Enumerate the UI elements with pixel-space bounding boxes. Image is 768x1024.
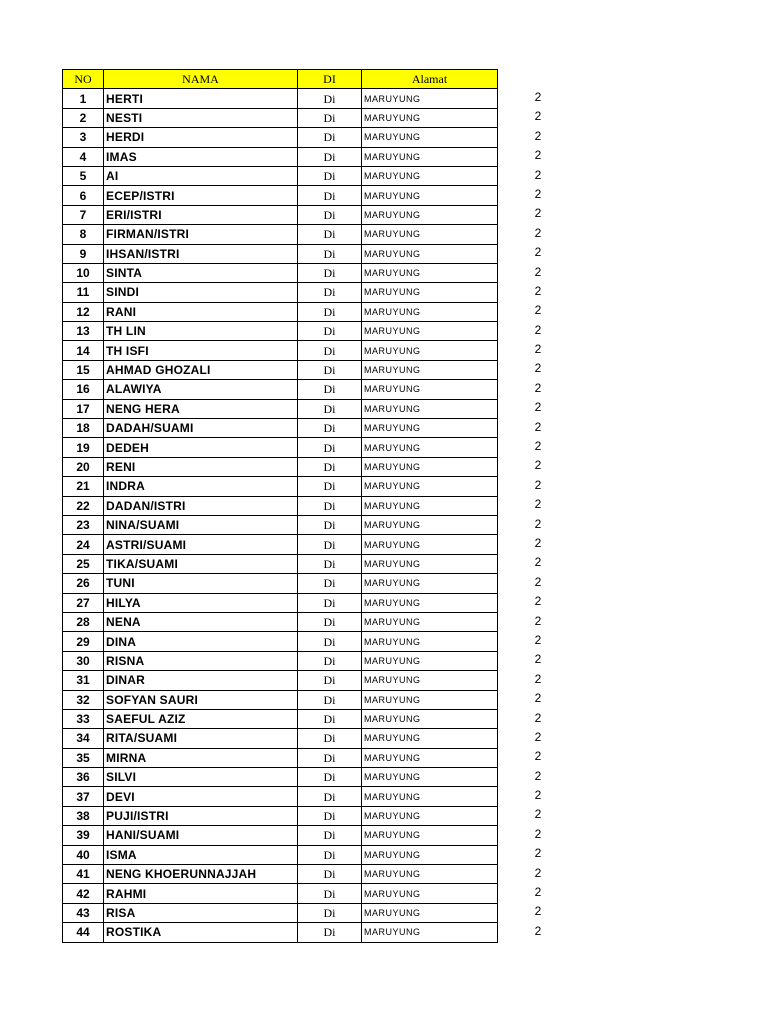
name-cell: TUNI xyxy=(104,574,298,593)
table-row xyxy=(63,108,498,127)
address-cell: MARUYUNG xyxy=(362,128,498,147)
address-cell: MARUYUNG xyxy=(362,166,498,185)
side-value: 2 xyxy=(534,652,542,667)
name-cell: ASTRI/SUAMI xyxy=(104,535,298,554)
header-alamat: Alamat xyxy=(362,70,498,89)
name-cell: NENA xyxy=(104,612,298,631)
di-cell: Di xyxy=(298,205,362,224)
name-cell: RENI xyxy=(104,457,298,476)
row-number-cell: 2 xyxy=(63,108,104,127)
name-cell: HILYA xyxy=(104,593,298,612)
table-row xyxy=(63,263,498,282)
row-number-cell: 44 xyxy=(63,923,104,942)
address-cell: MARUYUNG xyxy=(362,884,498,903)
row-number-cell: 43 xyxy=(63,903,104,922)
address-cell: MARUYUNG xyxy=(362,535,498,554)
table-row xyxy=(63,341,498,360)
row-number-cell: 19 xyxy=(63,438,104,457)
table-row xyxy=(63,496,498,515)
address-cell: MARUYUNG xyxy=(362,477,498,496)
name-cell: SINDI xyxy=(104,283,298,302)
table-row xyxy=(63,147,498,166)
name-cell: TH ISFI xyxy=(104,341,298,360)
side-value: 2 xyxy=(534,186,542,201)
di-cell: Di xyxy=(298,632,362,651)
di-cell: Di xyxy=(298,360,362,379)
side-value: 2 xyxy=(534,264,542,279)
name-cell: ROSTIKA xyxy=(104,923,298,942)
side-value: 2 xyxy=(534,807,542,822)
name-cell: AI xyxy=(104,166,298,185)
row-number-cell: 7 xyxy=(63,205,104,224)
table-row xyxy=(63,768,498,787)
table-row xyxy=(63,128,498,147)
row-number-cell: 4 xyxy=(63,147,104,166)
address-cell: MARUYUNG xyxy=(362,574,498,593)
table-row xyxy=(63,457,498,476)
name-cell: RANI xyxy=(104,302,298,321)
di-cell: Di xyxy=(298,283,362,302)
di-cell: Di xyxy=(298,612,362,631)
table-row xyxy=(63,205,498,224)
row-number-cell: 35 xyxy=(63,748,104,767)
table-row xyxy=(63,884,498,903)
table-row xyxy=(63,360,498,379)
di-cell: Di xyxy=(298,574,362,593)
row-number-cell: 10 xyxy=(63,263,104,282)
address-cell: MARUYUNG xyxy=(362,496,498,515)
row-number-cell: 21 xyxy=(63,477,104,496)
di-cell: Di xyxy=(298,263,362,282)
side-value: 2 xyxy=(534,361,542,376)
name-cell: RAHMI xyxy=(104,884,298,903)
di-cell: Di xyxy=(298,709,362,728)
address-cell: MARUYUNG xyxy=(362,147,498,166)
row-number-cell: 38 xyxy=(63,806,104,825)
di-cell: Di xyxy=(298,554,362,573)
di-cell: Di xyxy=(298,651,362,670)
name-cell: NINA/SUAMI xyxy=(104,515,298,534)
di-cell: Di xyxy=(298,322,362,341)
header-nama: NAMA xyxy=(104,70,298,89)
row-number-cell: 42 xyxy=(63,884,104,903)
table-row xyxy=(63,845,498,864)
table-row xyxy=(63,438,498,457)
address-cell: MARUYUNG xyxy=(362,845,498,864)
row-number-cell: 23 xyxy=(63,515,104,534)
side-value: 2 xyxy=(534,555,542,570)
table-row xyxy=(63,787,498,806)
side-value: 2 xyxy=(534,380,542,395)
name-cell: RISA xyxy=(104,903,298,922)
table-row xyxy=(63,903,498,922)
di-cell: Di xyxy=(298,438,362,457)
row-number-cell: 13 xyxy=(63,322,104,341)
address-cell: MARUYUNG xyxy=(362,205,498,224)
name-cell: NENG KHOERUNNAJJAH xyxy=(104,865,298,884)
side-value: 2 xyxy=(534,497,542,512)
name-cell: HERTI xyxy=(104,89,298,108)
side-value: 2 xyxy=(534,885,542,900)
name-cell: ECEP/ISTRI xyxy=(104,186,298,205)
address-cell: MARUYUNG xyxy=(362,826,498,845)
name-cell: PUJI/ISTRI xyxy=(104,806,298,825)
name-cell: RITA/SUAMI xyxy=(104,729,298,748)
row-number-cell: 36 xyxy=(63,768,104,787)
side-value: 2 xyxy=(534,109,542,124)
table-row xyxy=(63,806,498,825)
address-cell: MARUYUNG xyxy=(362,108,498,127)
row-number-cell: 18 xyxy=(63,419,104,438)
address-cell: MARUYUNG xyxy=(362,283,498,302)
di-cell: Di xyxy=(298,302,362,321)
name-cell: SOFYAN SAURI xyxy=(104,690,298,709)
side-value: 2 xyxy=(534,400,542,415)
di-cell: Di xyxy=(298,108,362,127)
row-number-cell: 37 xyxy=(63,787,104,806)
address-cell: MARUYUNG xyxy=(362,748,498,767)
row-number-cell: 30 xyxy=(63,651,104,670)
row-number-cell: 24 xyxy=(63,535,104,554)
address-cell: MARUYUNG xyxy=(362,360,498,379)
side-value: 2 xyxy=(534,749,542,764)
name-cell: INDRA xyxy=(104,477,298,496)
name-cell: DINA xyxy=(104,632,298,651)
di-cell: Di xyxy=(298,768,362,787)
side-value: 2 xyxy=(534,729,542,744)
di-cell: Di xyxy=(298,671,362,690)
side-value: 2 xyxy=(534,477,542,492)
table-row xyxy=(63,632,498,651)
row-number-cell: 34 xyxy=(63,729,104,748)
table-row xyxy=(63,244,498,263)
side-value: 2 xyxy=(534,206,542,221)
guest-list-table xyxy=(62,69,498,943)
di-cell: Di xyxy=(298,806,362,825)
side-value: 2 xyxy=(534,342,542,357)
name-cell: DADAN/ISTRI xyxy=(104,496,298,515)
address-cell: MARUYUNG xyxy=(362,709,498,728)
side-value: 2 xyxy=(534,439,542,454)
address-cell: MARUYUNG xyxy=(362,903,498,922)
side-value: 2 xyxy=(534,826,542,841)
side-value: 2 xyxy=(534,225,542,240)
side-value: 2 xyxy=(534,128,542,143)
address-cell: MARUYUNG xyxy=(362,923,498,942)
header-row xyxy=(63,70,498,89)
table-row xyxy=(63,89,498,108)
name-cell: HERDI xyxy=(104,128,298,147)
side-value: 2 xyxy=(534,245,542,260)
table-row xyxy=(63,186,498,205)
address-cell: MARUYUNG xyxy=(362,806,498,825)
table-row xyxy=(63,729,498,748)
side-values-column xyxy=(528,88,548,941)
row-number-cell: 33 xyxy=(63,709,104,728)
row-number-cell: 6 xyxy=(63,186,104,205)
address-cell: MARUYUNG xyxy=(362,419,498,438)
header-di: DI xyxy=(298,70,362,89)
name-cell: AHMAD GHOZALI xyxy=(104,360,298,379)
address-cell: MARUYUNG xyxy=(362,593,498,612)
di-cell: Di xyxy=(298,147,362,166)
row-number-cell: 14 xyxy=(63,341,104,360)
row-number-cell: 5 xyxy=(63,166,104,185)
side-value: 2 xyxy=(534,710,542,725)
side-value: 2 xyxy=(534,671,542,686)
di-cell: Di xyxy=(298,399,362,418)
di-cell: Di xyxy=(298,884,362,903)
di-cell: Di xyxy=(298,593,362,612)
name-cell: ERI/ISTRI xyxy=(104,205,298,224)
di-cell: Di xyxy=(298,515,362,534)
table-row xyxy=(63,515,498,534)
row-number-cell: 15 xyxy=(63,360,104,379)
name-cell: DEVI xyxy=(104,787,298,806)
row-number-cell: 26 xyxy=(63,574,104,593)
name-cell: DADAH/SUAMI xyxy=(104,419,298,438)
table-row xyxy=(63,283,498,302)
row-number-cell: 31 xyxy=(63,671,104,690)
row-number-cell: 41 xyxy=(63,865,104,884)
table-row xyxy=(63,302,498,321)
row-number-cell: 29 xyxy=(63,632,104,651)
row-number-cell: 25 xyxy=(63,554,104,573)
address-cell: MARUYUNG xyxy=(362,302,498,321)
row-number-cell: 28 xyxy=(63,612,104,631)
di-cell: Di xyxy=(298,341,362,360)
table-row xyxy=(63,225,498,244)
row-number-cell: 1 xyxy=(63,89,104,108)
address-cell: MARUYUNG xyxy=(362,554,498,573)
di-cell: Di xyxy=(298,535,362,554)
address-cell: MARUYUNG xyxy=(362,671,498,690)
di-cell: Di xyxy=(298,729,362,748)
di-cell: Di xyxy=(298,380,362,399)
table-row xyxy=(63,322,498,341)
row-number-cell: 8 xyxy=(63,225,104,244)
table-row xyxy=(63,651,498,670)
row-number-cell: 11 xyxy=(63,283,104,302)
di-cell: Di xyxy=(298,225,362,244)
di-cell: Di xyxy=(298,748,362,767)
row-number-cell: 17 xyxy=(63,399,104,418)
name-cell: TIKA/SUAMI xyxy=(104,554,298,573)
di-cell: Di xyxy=(298,787,362,806)
name-cell: NENG HERA xyxy=(104,399,298,418)
table-row xyxy=(63,671,498,690)
address-cell: MARUYUNG xyxy=(362,632,498,651)
side-value: 2 xyxy=(534,419,542,434)
address-cell: MARUYUNG xyxy=(362,768,498,787)
side-value: 2 xyxy=(534,594,542,609)
side-value: 2 xyxy=(534,303,542,318)
table-row xyxy=(63,380,498,399)
name-cell: HANI/SUAMI xyxy=(104,826,298,845)
di-cell: Di xyxy=(298,128,362,147)
header-no: NO xyxy=(63,70,104,89)
di-cell: Di xyxy=(298,923,362,942)
address-cell: MARUYUNG xyxy=(362,515,498,534)
address-cell: MARUYUNG xyxy=(362,89,498,108)
table-row xyxy=(63,865,498,884)
di-cell: Di xyxy=(298,244,362,263)
di-cell: Di xyxy=(298,690,362,709)
name-cell: DINAR xyxy=(104,671,298,690)
address-cell: MARUYUNG xyxy=(362,225,498,244)
table-row xyxy=(63,399,498,418)
name-cell: ISMA xyxy=(104,845,298,864)
name-cell: ALAWIYA xyxy=(104,380,298,399)
address-cell: MARUYUNG xyxy=(362,729,498,748)
name-cell: MIRNA xyxy=(104,748,298,767)
address-cell: MARUYUNG xyxy=(362,244,498,263)
table-row xyxy=(63,554,498,573)
table-row xyxy=(63,574,498,593)
name-cell: IMAS xyxy=(104,147,298,166)
table-row xyxy=(63,826,498,845)
side-value: 2 xyxy=(534,691,542,706)
side-value: 2 xyxy=(534,148,542,163)
side-value: 2 xyxy=(534,535,542,550)
name-cell: SAEFUL AZIZ xyxy=(104,709,298,728)
address-cell: MARUYUNG xyxy=(362,787,498,806)
di-cell: Di xyxy=(298,496,362,515)
side-value: 2 xyxy=(534,613,542,628)
side-value: 2 xyxy=(534,632,542,647)
side-value: 2 xyxy=(534,788,542,803)
row-number-cell: 3 xyxy=(63,128,104,147)
name-cell: SILVI xyxy=(104,768,298,787)
address-cell: MARUYUNG xyxy=(362,322,498,341)
row-number-cell: 27 xyxy=(63,593,104,612)
di-cell: Di xyxy=(298,845,362,864)
address-cell: MARUYUNG xyxy=(362,865,498,884)
table-row xyxy=(63,535,498,554)
table-row xyxy=(63,709,498,728)
row-number-cell: 12 xyxy=(63,302,104,321)
table-row xyxy=(63,923,498,942)
row-number-cell: 16 xyxy=(63,380,104,399)
side-value: 2 xyxy=(534,283,542,298)
side-value: 2 xyxy=(534,923,542,938)
address-cell: MARUYUNG xyxy=(362,380,498,399)
table-row xyxy=(63,166,498,185)
address-cell: MARUYUNG xyxy=(362,341,498,360)
address-cell: MARUYUNG xyxy=(362,612,498,631)
side-value: 2 xyxy=(534,458,542,473)
table-row xyxy=(63,748,498,767)
address-cell: MARUYUNG xyxy=(362,651,498,670)
side-value: 2 xyxy=(534,865,542,880)
name-cell: NESTI xyxy=(104,108,298,127)
di-cell: Di xyxy=(298,826,362,845)
side-value: 2 xyxy=(534,167,542,182)
row-number-cell: 20 xyxy=(63,457,104,476)
address-cell: MARUYUNG xyxy=(362,457,498,476)
row-number-cell: 22 xyxy=(63,496,104,515)
table-row xyxy=(63,612,498,631)
di-cell: Di xyxy=(298,477,362,496)
table-row xyxy=(63,593,498,612)
row-number-cell: 32 xyxy=(63,690,104,709)
name-cell: RISNA xyxy=(104,651,298,670)
name-cell: DEDEH xyxy=(104,438,298,457)
row-number-cell: 40 xyxy=(63,845,104,864)
side-value: 2 xyxy=(534,768,542,783)
di-cell: Di xyxy=(298,419,362,438)
table-row xyxy=(63,690,498,709)
address-cell: MARUYUNG xyxy=(362,438,498,457)
di-cell: Di xyxy=(298,166,362,185)
name-cell: TH LIN xyxy=(104,322,298,341)
side-value: 2 xyxy=(534,322,542,337)
address-cell: MARUYUNG xyxy=(362,263,498,282)
row-number-cell: 39 xyxy=(63,826,104,845)
address-cell: MARUYUNG xyxy=(362,690,498,709)
name-cell: SINTA xyxy=(104,263,298,282)
address-cell: MARUYUNG xyxy=(362,186,498,205)
side-value: 2 xyxy=(534,90,542,104)
di-cell: Di xyxy=(298,89,362,108)
name-cell: IHSAN/ISTRI xyxy=(104,244,298,263)
side-value: 2 xyxy=(534,574,542,589)
side-value: 2 xyxy=(534,516,542,531)
address-cell: MARUYUNG xyxy=(362,399,498,418)
side-value: 2 xyxy=(534,904,542,919)
side-value: 2 xyxy=(534,846,542,861)
row-number-cell: 9 xyxy=(63,244,104,263)
name-cell: FIRMAN/ISTRI xyxy=(104,225,298,244)
di-cell: Di xyxy=(298,865,362,884)
table-row xyxy=(63,477,498,496)
di-cell: Di xyxy=(298,457,362,476)
di-cell: Di xyxy=(298,903,362,922)
table-row xyxy=(63,419,498,438)
di-cell: Di xyxy=(298,186,362,205)
